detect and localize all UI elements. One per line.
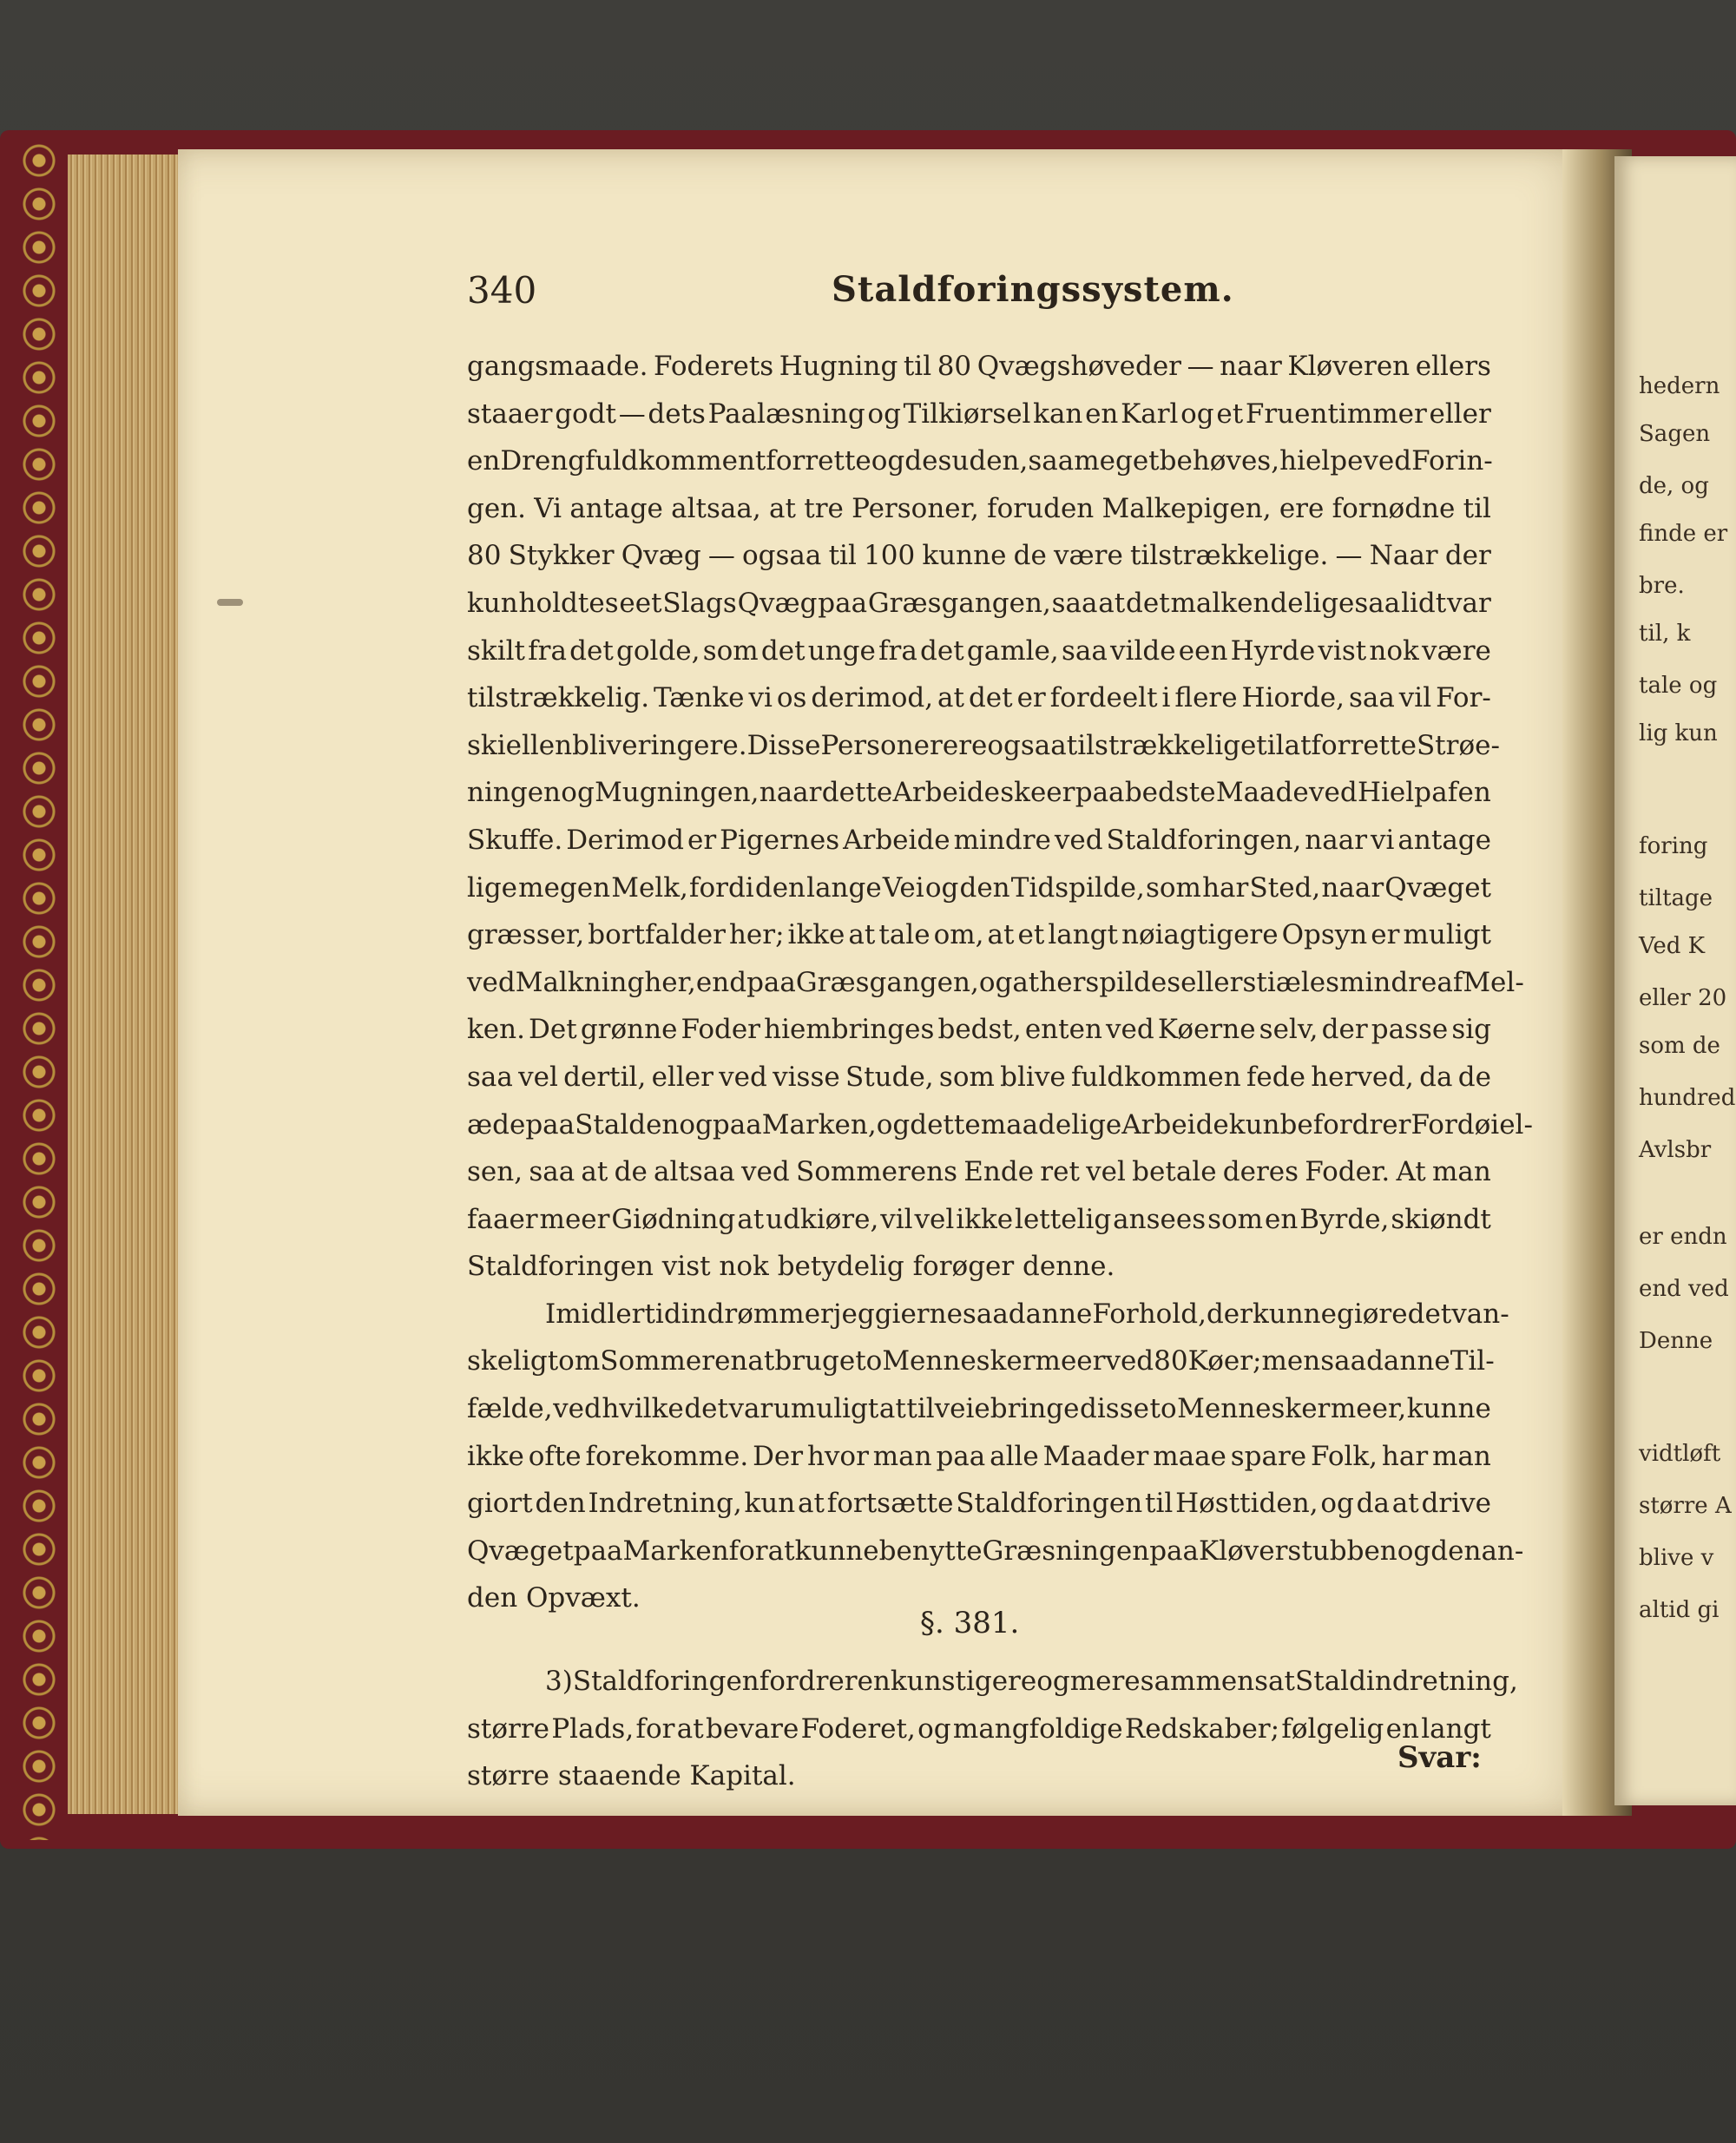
margin-pencil-mark [217,599,243,606]
section-mark: §. 381. [920,1606,1020,1640]
text-line: fælde, ved hvilke det var umuligt at tilveiebringe disse to Mennesker meer, kunne [467,1393,1491,1425]
facing-page-fragment: hundred [1639,1085,1736,1111]
page-edges [68,154,181,1814]
facing-page-fragment: større A [1639,1493,1732,1519]
facing-page-fragment: tale og [1639,673,1718,699]
text-line: lige megen Melk, fordi den lange Vei og den Tidspilde, som har Sted, naar Qvæget [467,871,1491,904]
facing-page-fragment: Sagen [1639,421,1711,447]
facing-page-fragment: end ved [1639,1276,1729,1302]
text-line: Skuffe. Derimod er Pigernes Arbeide mindre ved Staldforingen, naar vi antage [467,824,1491,856]
facing-page-fragment: blive v [1639,1545,1714,1571]
page-number: 340 [467,269,537,312]
facing-page-fragment: foring [1639,833,1708,859]
facing-page-fragment: tiltage [1639,885,1713,911]
text-line: giort den Indretning, kun at fortsætte Staldforingen til Høsttiden, og da at drive [467,1488,1491,1520]
text-line: gangsmaade. Foderets Hugning til 80 Qvægshøveder — naar Kløveren ellers [467,351,1491,382]
catchword: Svar: [1397,1740,1482,1775]
running-title: Staldforingssystem. [832,269,1234,310]
text-line: en Dreng fuldkomment forrette og desuden, saa meget behøves, hielpe ved Forin- [467,445,1493,477]
facing-page-edge [1614,156,1736,1805]
text-line: Imidlertid indrømmer jeg gierne saadanne Forhold, der kunne giøre det van- [545,1298,1509,1330]
text-line: gen. Vi antage altsaa, at tre Personer, foruden Malkepigen, ere fornødne til [467,492,1491,524]
text-line: ikke ofte forekomme. Der hvor man paa alle Maader maae spare Folk, har man [467,1440,1491,1472]
facing-page-fragment: Denne [1639,1328,1713,1354]
text-line: Qvæget paa Marken for at kunne benytte Græsningen paa Kløverstubben og den an- [467,1535,1524,1567]
text-line: kun holdtes eet Slags Qvæg paa Græsgangen, saa at det malkende ligesaa lidt var [467,587,1491,619]
text-line: ved Malkning her, end paa Græsgangen, og at her spildes eller stiæles mindre af Mel- [467,966,1524,998]
facing-page-fragment: vidtløft [1639,1441,1721,1467]
text-line: tilstrækkelig. Tænke vi os derimod, at det er fordeelt i flere Hiorde, saa vil For- [467,682,1491,714]
facing-page-fragment: de, og [1639,473,1709,499]
gilt-spine-ornament [9,139,69,1840]
text-line: græsser, bortfalder her; ikke at tale om, at et langt nøiagtigere Opsyn er muligt [467,919,1491,951]
text-line: sen, saa at de altsaa ved Sommerens Ende ret vel betale deres Foder. At man [467,1156,1491,1188]
facing-page-fragment: finde er [1639,521,1728,547]
text-line: større staaende Kapital. [467,1760,796,1792]
facing-page-fragment: Ved K [1639,933,1706,959]
text-line: den Opvæxt. [467,1582,641,1614]
page-header [467,269,1491,321]
facing-page-fragment: altid gi [1639,1597,1720,1623]
facing-page-fragment: eller 20 [1639,985,1727,1011]
text-line: staaer godt — dets Paalæsning og Tilkiørsel kan en Karl og et Fruentimmer eller [467,398,1491,430]
facing-page-fragment: som de [1639,1033,1720,1059]
text-line: faaer meer Giødning at udkiøre, vil vel ikke lettelig ansees som en Byrde, skiøndt [467,1203,1491,1235]
body-text [467,343,1533,1622]
facing-page-fragment: er endn [1639,1224,1727,1250]
text-line: saa vel dertil, eller ved visse Stude, som blive fuldkommen fede herved, da de [467,1061,1491,1093]
text-line: Staldforingen vist nok betydelig forøger denne. [467,1251,1115,1283]
text-line: skilt fra det golde, som det unge fra det gamle, saa vilde een Hyrde vist nok være [467,634,1491,667]
text-line: skeligt om Sommeren at bruge to Mennesker meer ved 80 Køer; men saadanne Til- [467,1345,1495,1377]
text-line: skiellen blive ringere. Disse Personer ere ogsaa tilstrækkelige til at forrette Strøe- [467,729,1500,761]
facing-page-fragment: bre. [1639,573,1685,599]
text-line: større Plads, for at bevare Foderet, og mangfoldige Redskaber; følgelig en langt [467,1712,1491,1745]
facing-page-fragment: til, k [1639,621,1691,647]
facing-page-fragment: lig kun [1639,720,1718,746]
paragraph-2 [467,1658,1518,1800]
facing-page-fragment: hedern [1639,373,1720,399]
text-line: 80 Stykker Qvæg — ogsaa til 100 kunne de være tilstrækkelige. — Naar der [467,540,1491,572]
text-line: ningen og Mugningen, naar dette Arbeide skeer paa bedste Maade ved Hielp af en [467,777,1491,809]
text-line: ken. Det grønne Foder hiembringes bedst, enten ved Køerne selv, der passe sig [467,1014,1491,1046]
text-line: 3) Staldforingen fordrer en kunstigere og mere sammensat Staldindretning, [545,1666,1518,1697]
text-line: æde paa Stalden og paa Marken, og dette maadelige Arbeide kun befordrer Fordøiel- [467,1108,1533,1141]
facing-page-fragment: Avlsbr [1639,1137,1712,1163]
